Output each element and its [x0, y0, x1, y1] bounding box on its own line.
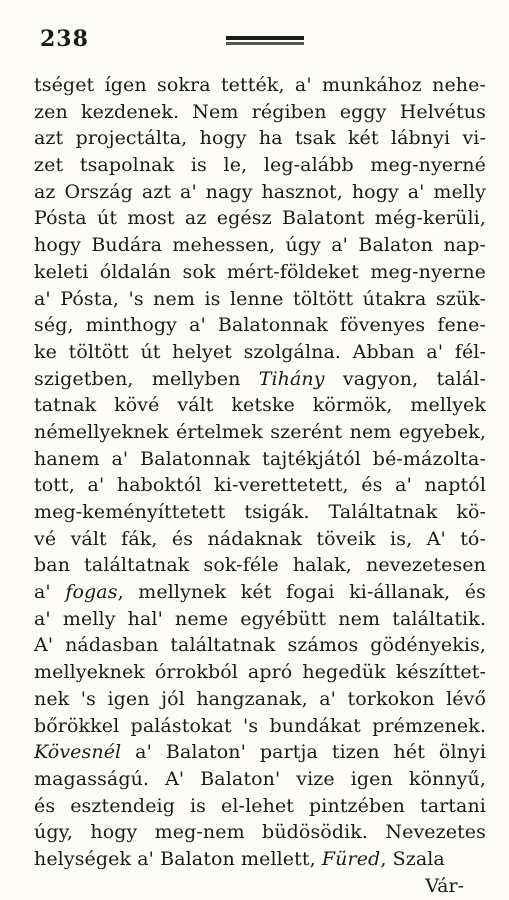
text-line: [34, 579, 486, 606]
text-line: [34, 632, 486, 659]
text-segment: tatnak kövé vált ketske körmök, mellyek: [34, 394, 486, 417]
text-line: [34, 713, 486, 740]
text-segment: a' Pósta, 's nem is lenne töltött útakra szük-: [34, 287, 486, 310]
text-line: [34, 793, 486, 820]
text-segment: és esztendeig is el-lehet pintzében tartani: [34, 794, 486, 817]
text-segment: ke töltött út helyet szolgálna. Abban a' fél-: [34, 340, 486, 363]
text-segment: ban találtatnak sok-féle halak, nevezetesen: [34, 554, 486, 577]
text-line: [34, 205, 486, 232]
catchword: Vár-: [425, 874, 464, 897]
text-segment: némellyeknek értelmek szerént nem egyebek,: [34, 420, 486, 443]
text-line: [34, 72, 486, 99]
text-segment: ség, minthogy a' Balatonnak fövenyes fene-: [34, 314, 486, 337]
text-line: [34, 286, 486, 313]
text-line: [34, 152, 486, 179]
text-line: [34, 472, 486, 499]
text-line: [34, 392, 486, 419]
text-line: [34, 499, 486, 526]
text-line: [34, 366, 486, 393]
text-segment: hogy Budára mehessen, úgy a' Balaton nap-: [34, 234, 486, 257]
text-line: [34, 99, 486, 126]
text-line: [34, 259, 486, 286]
text-line: [34, 339, 486, 366]
italic-place-name: fogas: [65, 581, 118, 604]
text-line: [34, 766, 486, 793]
text-line: [34, 686, 486, 713]
text-line: [34, 819, 486, 846]
text-line: [34, 552, 486, 579]
italic-place-name: Kövesnél: [34, 741, 122, 764]
text-segment: vé vált fák, és nádaknak töveik is, A' tó-: [34, 527, 486, 550]
text-segment: magasságú. A' Balaton' vize igen könnyű,: [34, 767, 486, 790]
page-number: 238: [40, 26, 89, 52]
text-line: [34, 606, 486, 633]
text-segment: a': [34, 581, 66, 604]
text-segment: helységek a' Balaton mellett,: [34, 847, 322, 870]
text-line: [34, 125, 486, 152]
text-line: [34, 232, 486, 259]
text-segment: tséget ígen sokra tették, a' munkához nehe-: [34, 74, 486, 96]
text-segment: hanem a' Balatonnak tajtékjától bé-mázolta-: [34, 447, 486, 470]
text-line: [34, 846, 486, 873]
text-segment: bőrökkel palástokat 's bundákat prémzenek.: [34, 714, 486, 737]
text-segment: A' nádasban találtatnak számos gödényekis,: [34, 634, 486, 657]
text-segment: mellyeknek órrokból apró hegedük készíttet-: [34, 661, 486, 684]
text-segment: nek 's igen jól hangzanak, a' torkokon lévő: [34, 687, 486, 710]
text-segment: a' melly hal' neme egyébütt nem találtatik.: [34, 607, 486, 630]
text-segment: , Szala: [380, 847, 445, 870]
text-segment: keleti óldalán sok mért-földeket meg-nyerne: [34, 260, 486, 283]
text-segment: azt projectálta, hogy ha tsak két lábnyi vi-: [34, 127, 486, 150]
text-line: [34, 179, 486, 206]
text-line: [34, 739, 486, 766]
text-segment: Pósta út most az egész Balatont még-kerüli,: [34, 207, 486, 230]
text-segment: a' Balaton' partja tizen hét ölnyi: [121, 741, 486, 764]
text-segment: zet tsapolnak is le, leg-alább meg-nyerné: [34, 154, 486, 177]
text-segment: meg-keményíttetett tsigák. Találtatnak kö-: [34, 501, 486, 523]
text-segment: vagyon, talál-: [324, 367, 486, 390]
header-rule: [226, 36, 304, 42]
text-segment: zen kezdenek. Nem régiben eggy Helvétus: [34, 100, 486, 123]
text-line: [34, 659, 486, 686]
text-segment: , mellynek két fogai ki-állanak, és: [117, 581, 487, 604]
text-line: [34, 312, 486, 339]
body-text: [34, 72, 486, 899]
text-line: [34, 526, 486, 553]
text-segment: az Ország azt a' nagy hasznot, hogy a' melly: [34, 180, 486, 203]
text-segment: szigetben, mellyben: [34, 367, 259, 390]
text-segment: úgy, hogy meg-nem büdösödik. Nevezetes: [34, 821, 486, 844]
italic-place-name: Füred: [321, 847, 381, 870]
italic-place-name: Tihány: [258, 367, 325, 390]
text-line: [34, 419, 486, 446]
text-segment: tott, a' haboktól ki-verettetett, és a' naptól: [34, 474, 486, 497]
text-line: [34, 446, 486, 473]
